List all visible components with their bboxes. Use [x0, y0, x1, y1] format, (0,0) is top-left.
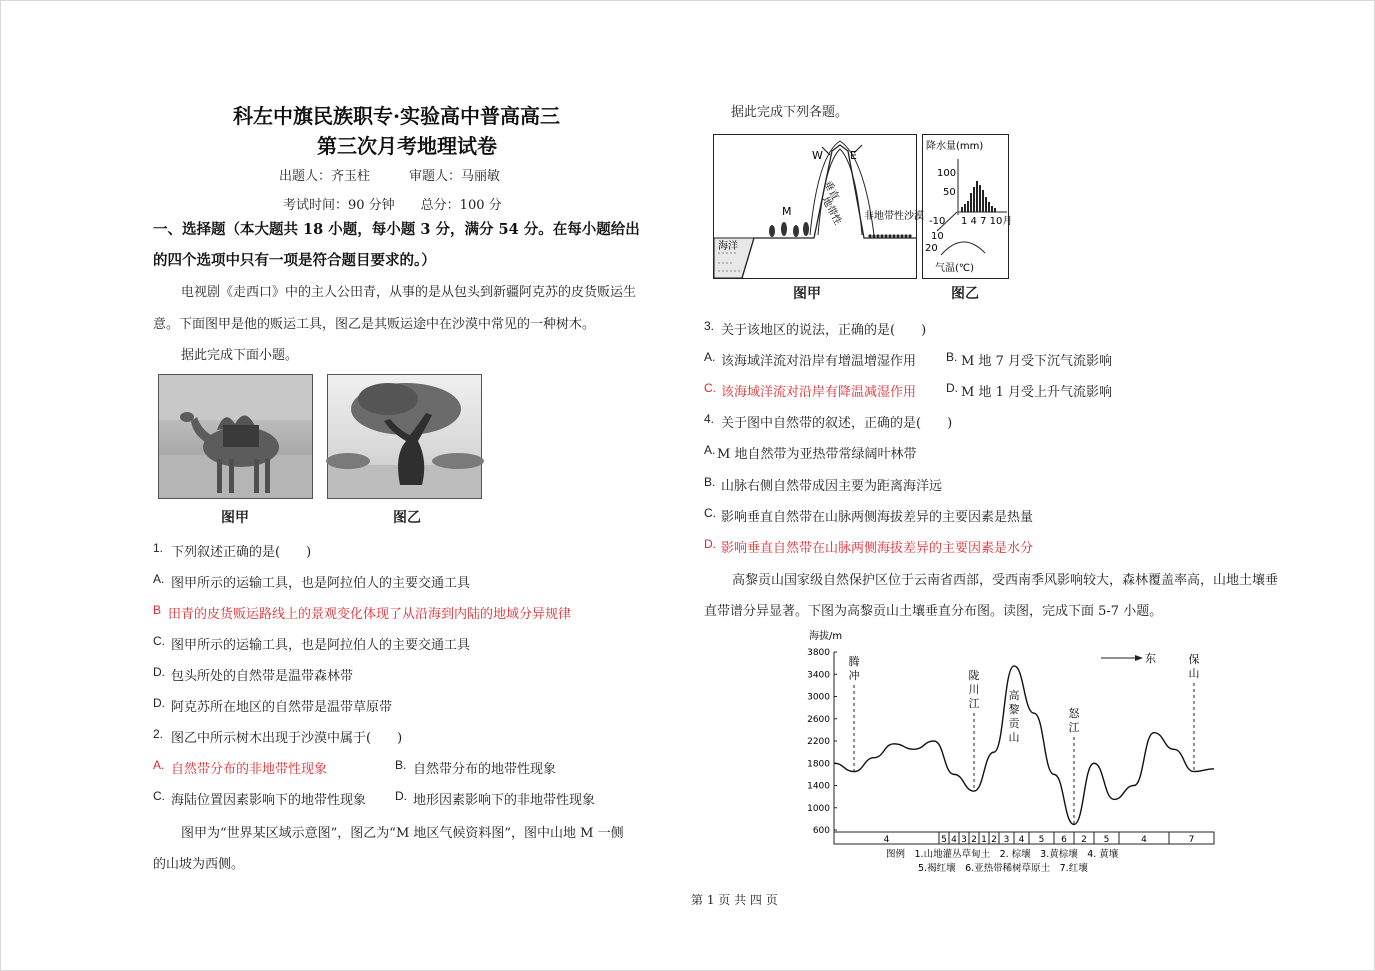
- place-label: 江: [1068, 721, 1080, 734]
- exam-info: 考试时间：90 分钟 总分：100 分: [283, 198, 502, 213]
- y-tick-label: 2200: [807, 737, 830, 747]
- exam-title-line2: 第三次月考地理试卷: [317, 134, 497, 158]
- q1-opt-b[interactable]: 田青的皮货贩运路线上的景观变化体现了从沿海到内陆的地域分异规律: [168, 607, 572, 622]
- intro1-line1: 电视剧《走西口》中的主人公田青，从事的是从包头到新疆阿克苏的皮货贩运生: [181, 285, 637, 300]
- q1-opt-c[interactable]: 图甲所示的运输工具，也是阿拉伯人的主要交通工具: [171, 638, 471, 653]
- q3-number: 3.: [704, 319, 715, 333]
- fig-e-label: E: [850, 149, 857, 162]
- figure2-caption-a: 图甲: [793, 286, 821, 302]
- place-label: 怒: [1068, 707, 1080, 720]
- elevation-profile-line: [834, 666, 1214, 825]
- fig-nondesert-label: 非地带性沙漠: [864, 211, 924, 222]
- q4-opt-c-key: C.: [704, 506, 716, 520]
- q3-opt-b[interactable]: M 地 7 月受下沉气流影响: [961, 354, 1112, 369]
- q2-opt-a-key: A.: [153, 758, 165, 772]
- photo-caption-a: 图甲: [221, 510, 249, 526]
- q2-number: 2.: [153, 727, 164, 741]
- q4-stem: 关于图中自然带的叙述，正确的是( ): [721, 416, 953, 431]
- y-tick-label: 1000: [807, 803, 830, 814]
- place-label: 冲: [848, 669, 860, 682]
- camel-icon: [159, 375, 312, 498]
- q4-opt-d-key: D.: [704, 537, 716, 551]
- intro3-line2: 直带谱分异显著。下图为高黎贡山土壤垂直分布图。读图，完成下面 5-7 小题。: [704, 604, 1163, 619]
- place-label: 贡: [1008, 717, 1020, 730]
- q3-opt-d-key: D.: [946, 381, 958, 395]
- legend-line1: 图例 1.山地灌丛草甸土 2. 棕壤 3.黄棕壤 4. 黄壤: [886, 849, 1119, 860]
- q1-opt-e[interactable]: 阿克苏所在地区的自然带是温带草原带: [171, 700, 393, 715]
- q4-opt-d[interactable]: 影响垂直自然带在山脉两侧海拔差异的主要因素是水分: [721, 541, 1034, 556]
- zone-number: 4: [883, 835, 890, 845]
- section-heading-line2: 的四个选项中只有一项是符合题目要求的。）: [153, 252, 436, 269]
- fig-t10: 10: [931, 231, 944, 242]
- y-tick-label: 2600: [807, 714, 830, 725]
- fig-months: 1 4 7 10月: [961, 216, 1013, 227]
- q3-opt-b-key: B.: [946, 350, 958, 364]
- q3-opt-a[interactable]: 该海域洋流对沿岸有增温增湿作用: [721, 354, 917, 369]
- q4-opt-b-key: B.: [704, 475, 716, 489]
- intro2-line3: 据此完成下列各题。: [731, 105, 849, 120]
- q1-opt-e-key: D.: [153, 696, 165, 710]
- zone-number: 7: [1188, 835, 1195, 845]
- q3-opt-c[interactable]: 该海域洋流对沿岸有降温减湿作用: [721, 385, 917, 400]
- zone-number: 2: [1081, 835, 1087, 845]
- place-label: 江: [968, 697, 980, 710]
- zone-number: 2: [991, 835, 997, 845]
- figure2-b: [922, 134, 1013, 279]
- q3-opt-a-key: A.: [704, 350, 716, 364]
- q3-stem: 关于该地区的说法，正确的是( ): [721, 323, 927, 338]
- fig-t20: 20: [925, 243, 938, 254]
- legend-line2: 5.褐红壤 6.亚热带稀树草原土 7.红壤: [918, 863, 1088, 874]
- climate-chart: [923, 135, 1013, 278]
- q2-stem: 图乙中所示树木出现于沙漠中属于( ): [171, 731, 403, 746]
- fig-ocean-label: 海洋: [718, 241, 738, 252]
- zone-number: 4: [951, 835, 957, 845]
- place-label: 黎: [1008, 703, 1020, 716]
- q2-opt-d[interactable]: 地形因素影响下的非地带性现象: [413, 793, 596, 808]
- q4-opt-c[interactable]: 影响垂直自然带在山脉两侧海拔差异的主要因素是热量: [721, 510, 1034, 525]
- zone-number: 3: [961, 835, 967, 845]
- q2-opt-b[interactable]: 自然带分布的地带性现象: [413, 762, 557, 777]
- q3-opt-c-key: C.: [704, 381, 716, 395]
- zone-number: 6: [1061, 835, 1067, 845]
- intro1-line2: 意。下面图甲是他的贩运工具，图乙是其贩运途中在沙漠中常见的一种树木。: [153, 317, 596, 332]
- zone-number: 3: [1003, 835, 1010, 845]
- intro2-line2: 的山坡为西侧。: [153, 857, 245, 872]
- q1-opt-d-key: D.: [153, 665, 165, 679]
- fig-temp-label: 气温(℃): [935, 263, 975, 274]
- tree-icon: [328, 375, 481, 498]
- figure2-a: [713, 134, 924, 279]
- q4-number: 4.: [704, 412, 715, 426]
- q1-opt-a-key: A.: [153, 572, 165, 586]
- q4-opt-b[interactable]: 山脉右侧自然带成因主要为距离海洋远: [721, 479, 943, 494]
- zone-number: 5: [941, 835, 947, 845]
- intro1-line3: 据此完成下面小题。: [181, 348, 299, 363]
- tree-photo: [327, 374, 482, 499]
- place-label: 保: [1188, 653, 1200, 666]
- zone-number: 1: [981, 835, 987, 845]
- q2-opt-d-key: D.: [395, 789, 407, 803]
- section-heading-line1: 一、选择题（本大题共 18 小题，每小题 3 分，满分 54 分。在每小题给出: [153, 221, 640, 238]
- intro3-line1: 高黎贡山国家级自然保护区位于云南省西部，受西南季风影响较大，森林覆盖率高，山地土壤垂: [732, 573, 1279, 588]
- q2-opt-b-key: B.: [395, 758, 407, 772]
- q1-opt-b-key: B: [153, 603, 162, 617]
- intro2-line1: 图甲为“世界某区域示意图”，图乙为“M 地区气候资料图”，图中山地 M 一侧: [181, 826, 624, 841]
- place-label: 川: [968, 683, 980, 696]
- camel-photo: [158, 374, 313, 499]
- fig-p100: 100: [937, 168, 957, 179]
- y-axis-label: 海拔/m: [809, 631, 843, 642]
- zone-number: 5: [1038, 835, 1045, 845]
- y-tick-label: 3400: [807, 670, 830, 681]
- q1-opt-a[interactable]: 图甲所示的运输工具，也是阿拉伯人的主要交通工具: [171, 576, 471, 591]
- place-label: 山: [1188, 667, 1200, 680]
- zone-number: 5: [1103, 835, 1110, 845]
- q3-opt-d[interactable]: M 地 1 月受上升气流影响: [961, 385, 1112, 400]
- place-label: 腾: [848, 655, 860, 668]
- y-tick-label: 1800: [807, 759, 830, 770]
- zone-number: 4: [1141, 835, 1147, 845]
- q2-opt-a[interactable]: 自然带分布的非地带性现象: [171, 762, 328, 777]
- figure2-caption-b: 图乙: [951, 286, 979, 302]
- q2-opt-c-key: C.: [153, 789, 165, 803]
- q1-number: 1.: [153, 541, 164, 555]
- fig-vert1-label: 垂直: [821, 179, 841, 203]
- q1-stem: 下列叙述正确的是( ): [171, 545, 312, 560]
- fig-vert2-label: 地带性: [819, 195, 844, 227]
- fig-m-label: M: [782, 205, 792, 218]
- place-label: 高: [1008, 689, 1020, 702]
- photo-caption-b: 图乙: [393, 510, 421, 526]
- fig-w-label: W: [812, 149, 823, 162]
- q4-opt-a-key: A.: [704, 443, 716, 457]
- direction-arrow-head: [1135, 655, 1143, 661]
- q1-opt-c-key: C.: [153, 634, 165, 648]
- fig-p50: 50: [943, 187, 956, 198]
- q2-opt-c[interactable]: 海陆位置因素影响下的地带性现象: [171, 793, 367, 808]
- y-tick-label: 3800: [807, 648, 830, 658]
- region-diagram: [714, 135, 924, 278]
- y-tick-label: 600: [812, 826, 830, 836]
- place-label: 陇: [968, 669, 980, 682]
- zone-number: 2: [971, 835, 977, 845]
- y-tick-label: 3000: [807, 692, 830, 703]
- soil-profile-chart: [801, 625, 1221, 875]
- exam-title-line1: 科左中旗民族职专·实验高中普高高三: [233, 104, 560, 128]
- fig-precip-label: 降水量(mm): [926, 141, 984, 152]
- y-tick-label: 1400: [807, 781, 830, 792]
- exam-authors: 出题人：齐玉柱 审题人：马丽敏: [279, 169, 501, 184]
- zone-number: 4: [1018, 835, 1025, 845]
- place-label: 山: [1008, 731, 1020, 744]
- q4-opt-a[interactable]: M 地自然带为亚热带常绿阔叶林带: [717, 447, 917, 462]
- direction-label: 东: [1145, 652, 1156, 665]
- q1-opt-d[interactable]: 包头所处的自然带是温带森林带: [171, 669, 354, 684]
- page-footer: 第 1 页 共 四 页: [691, 893, 778, 907]
- fig-n10: -10: [929, 216, 946, 227]
